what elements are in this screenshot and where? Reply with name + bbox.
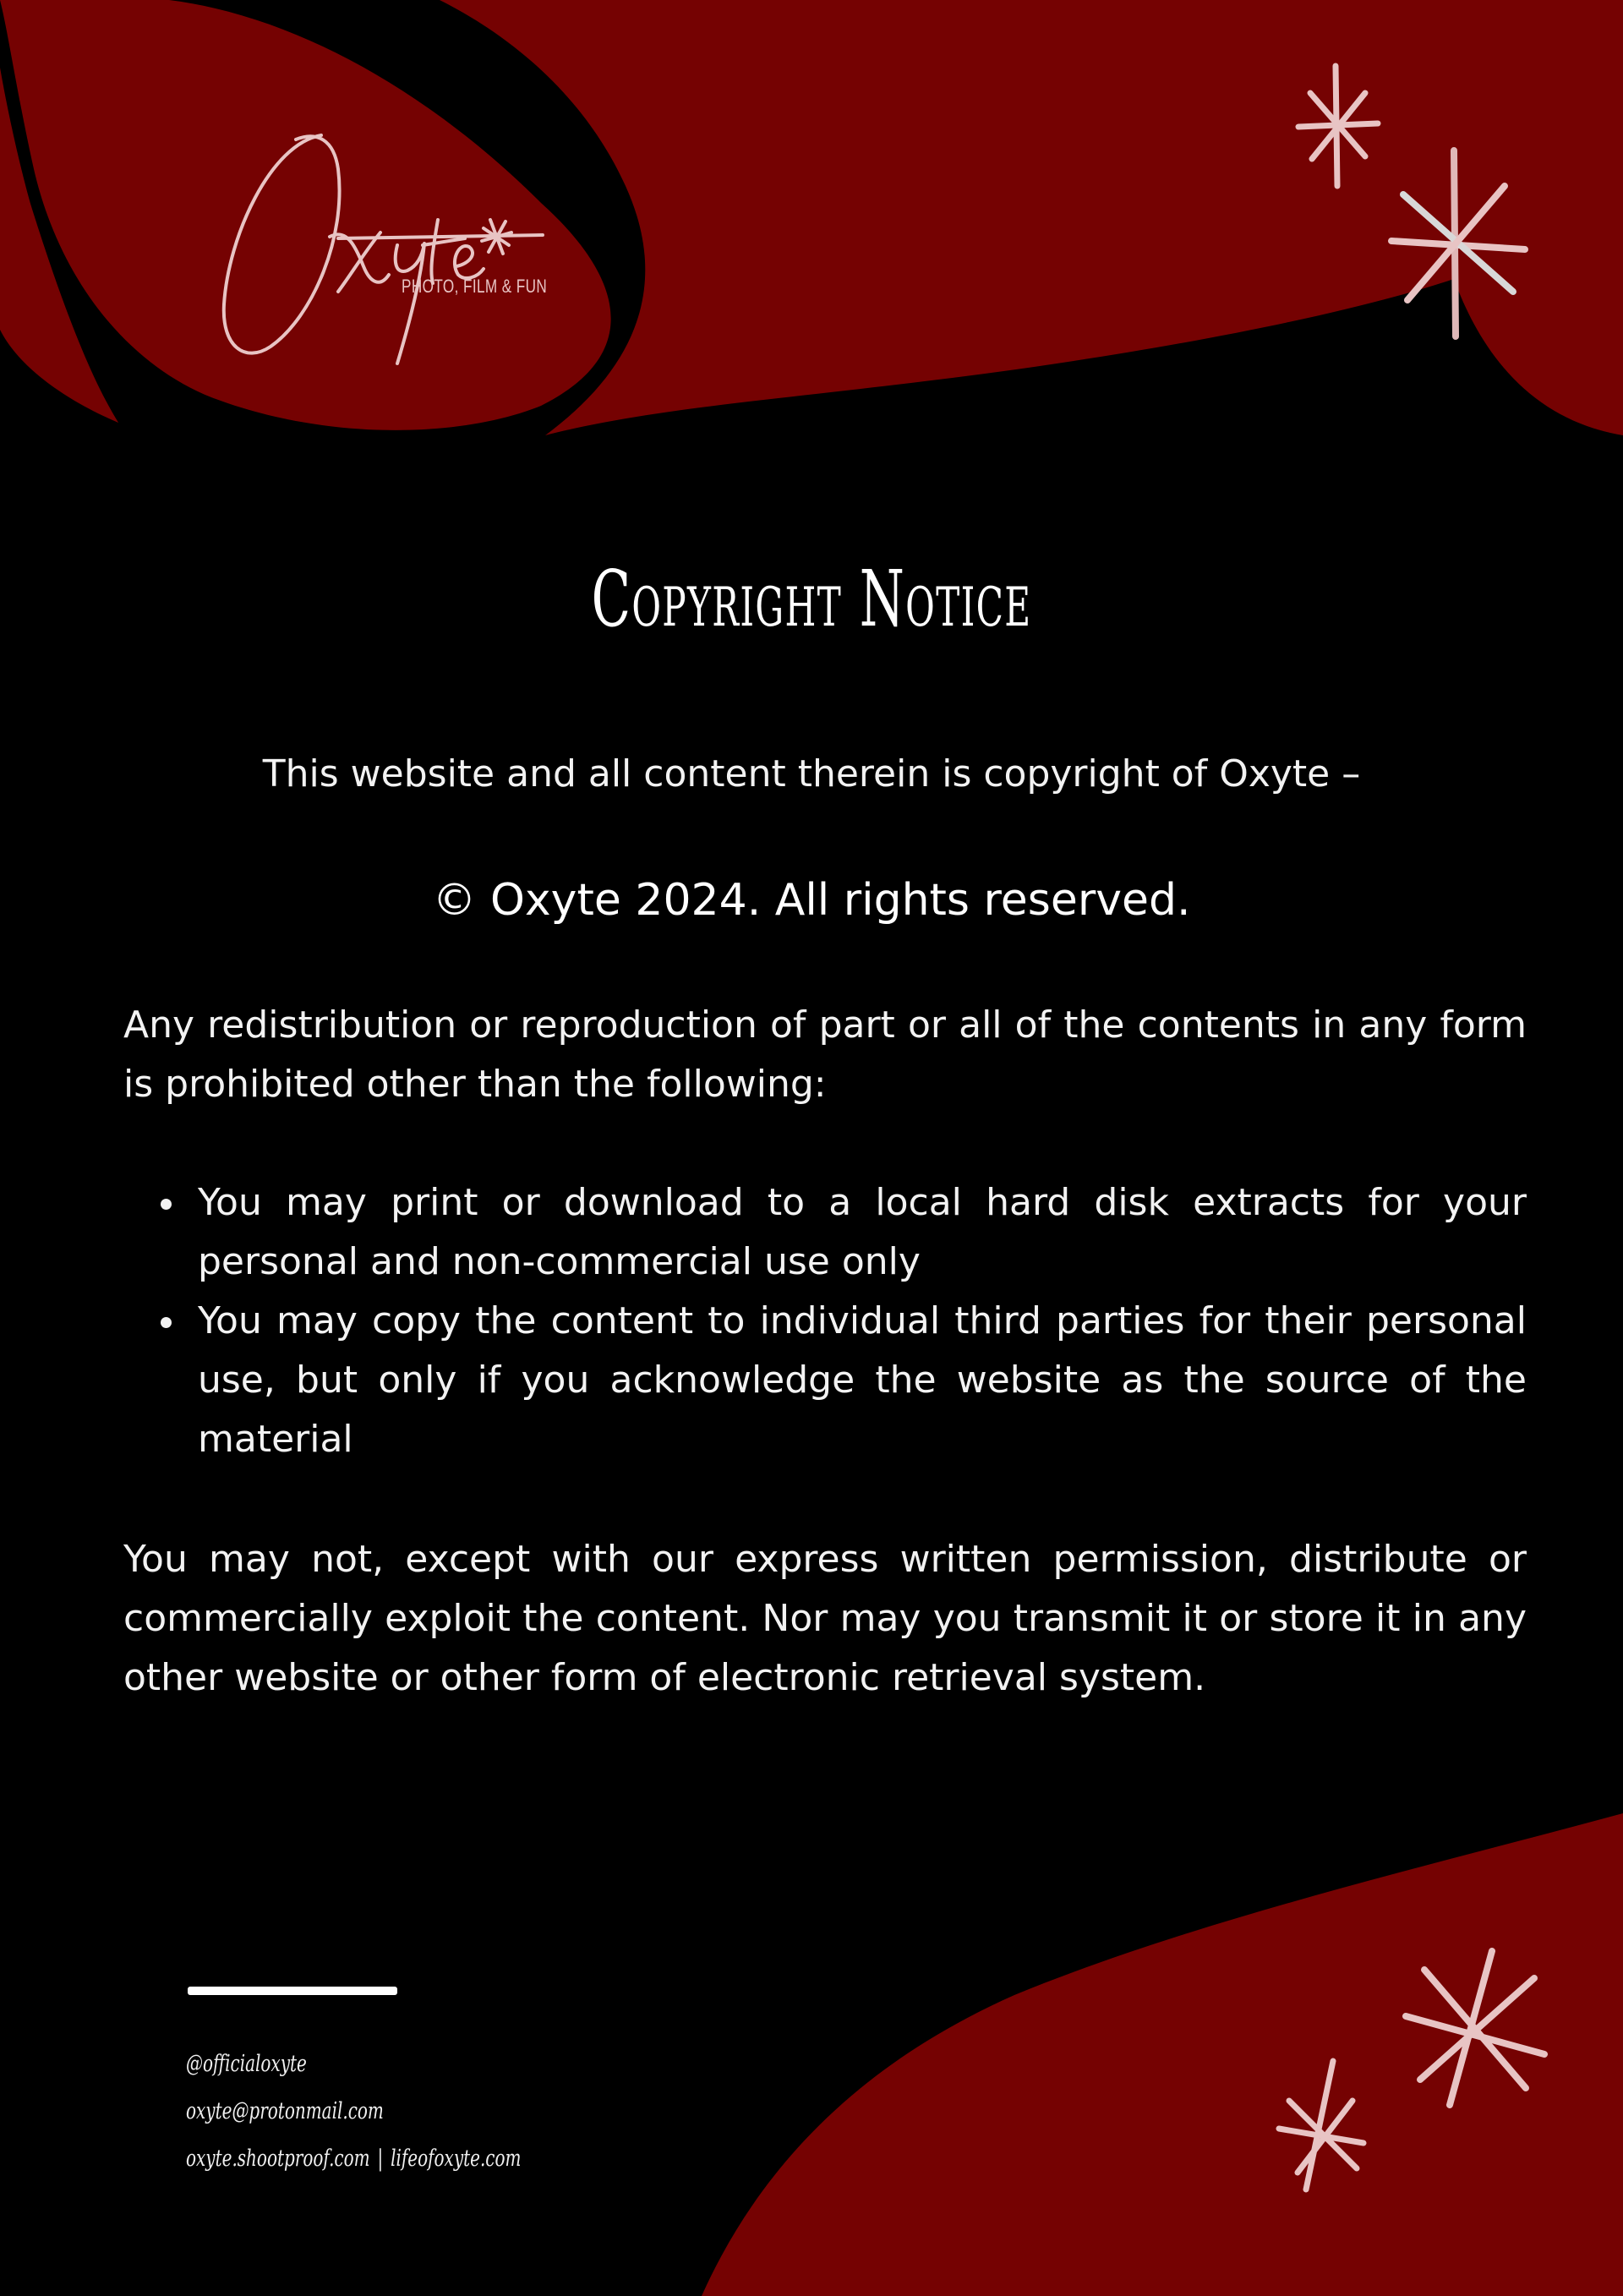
oxyte-logo	[211, 118, 566, 372]
footer-handle[interactable]: @officialoxyte	[186, 2051, 307, 2077]
rights-statement: © Oxyte 2024. All rights reserved.	[432, 875, 1191, 926]
footer-websites	[186, 2146, 521, 2172]
sparkle-icon	[1272, 2054, 1374, 2198]
list-item-text: You may copy the content to individual third parties for their personal use, but only if you acknowledge the website as the source of the material	[198, 1299, 1527, 1461]
sparkle-icon	[1399, 1944, 1551, 2113]
footer-separator: |	[377, 2146, 384, 2172]
page-title: Copyright Notice	[591, 554, 1032, 644]
footer-site-link-2[interactable]: lifeofoxyte.com	[391, 2146, 522, 2172]
redistribution-paragraph: Any redistribution or reproduction of part or all of the contents in any form is prohibited other than the following:	[123, 1003, 1527, 1106]
bullet-icon	[161, 1317, 172, 1328]
intro-text: This website and all content therein is copyright of Oxyte –	[262, 752, 1361, 795]
permissions-list	[123, 1173, 1527, 1469]
footer-divider	[188, 1987, 397, 1995]
sparkle-icon	[1293, 59, 1386, 194]
footer-email[interactable]: oxyte@protonmail.com	[186, 2098, 384, 2124]
list-item	[123, 1173, 1527, 1292]
sparkle-icon	[1386, 144, 1530, 347]
list-item	[123, 1292, 1527, 1469]
restriction-paragraph: You may not, except with our express written permission, distribute or commercially exploit the content. Nor may you transmit it or store it in any other website or other form of electronic retrieval system.	[123, 1538, 1527, 1699]
footer-site-link-1[interactable]: oxyte.shootproof.com	[186, 2146, 370, 2172]
logo-tagline: PHOTO, FILM & FUN	[402, 276, 548, 297]
bullet-icon	[161, 1199, 172, 1210]
list-item-text: You may print or download to a local hard disk extracts for your personal and non-commercial use only	[198, 1181, 1527, 1283]
